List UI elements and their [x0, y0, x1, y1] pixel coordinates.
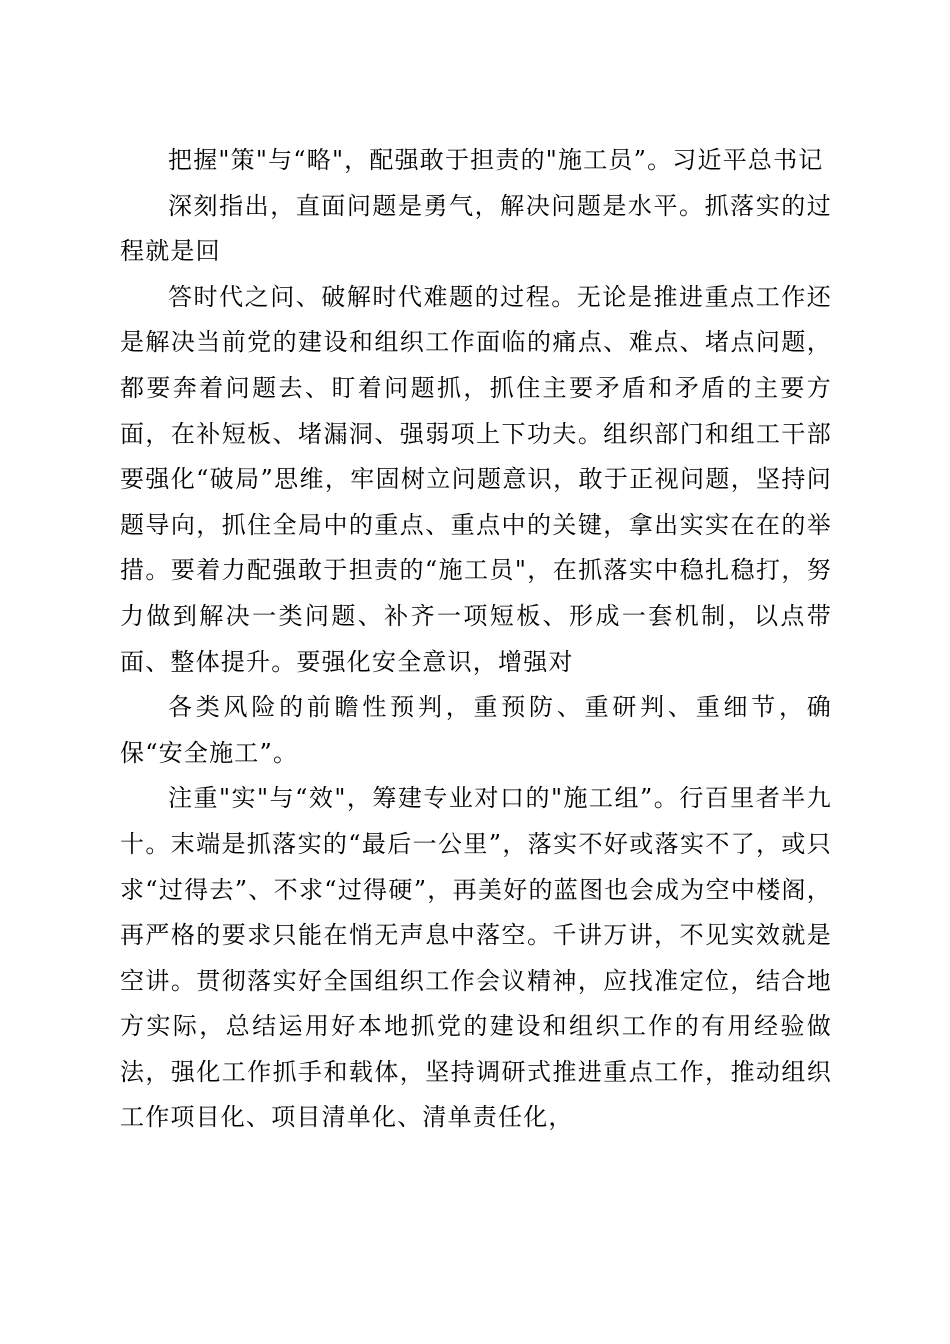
document-body	[120, 138, 832, 1141]
paragraph-answering-era-questions: 答时代之问、破解时代难题的过程。无论是推进重点工作还是解决当前党的建设和组织工作面临的痛点、难点、堵点问题，都要奔着问题去、盯着问题抓，抓住主要矛盾和矛盾的主要方面，在补短板、堵漏洞、强弱项上下功夫。组织部门和组工干部要强化“破局”思维，牢固树立问题意识，敢于正视问题，坚持问题导向，抓住全局中的重点、重点中的关键，拿出实实在在的举措。要着力配强敢于担责的“施工员"，在抓落实中稳扎稳打，努力做到解决一类问题、补齐一项短板、形成一套机制，以点带面、整体提升。要强化安全意识，增强对	[120, 282, 832, 676]
paragraph-strategy-construction-staff: 把握"策"与“略"，配强敢于担责的"施工员”。习近平总书记	[168, 146, 824, 174]
paragraph-risk-prevention: 各类风险的前瞻性预判，重预防、重研判、重细节，确保“安全施工”。	[120, 693, 832, 767]
paragraph-facing-problems: 深刻指出，直面问题是勇气，解决问题是水平。抓落实的过程就是回	[120, 191, 832, 266]
paragraph-substance-and-effect: 注重"实"与“效"，筹建专业对口的"施工组”。行百里者半九十。末端是抓落实的“最后一公里”，落实不好或落实不了，或只求“过得去”、不求“过得硬”，再美好的蓝图也会成为空中楼阁，再严格的要求只能在悄无声息中落空。千讲万讲，不见实效就是空讲。贯彻落实好全国组织工作会议精神，应找准定位，结合地方实际，总结运用好本地抓党的建设和组织工作的有用经验做法，强化工作抓手和载体，坚持调研式推进重点工作，推动组织工作项目化、项目清单化、清单责任化，	[120, 784, 832, 1132]
